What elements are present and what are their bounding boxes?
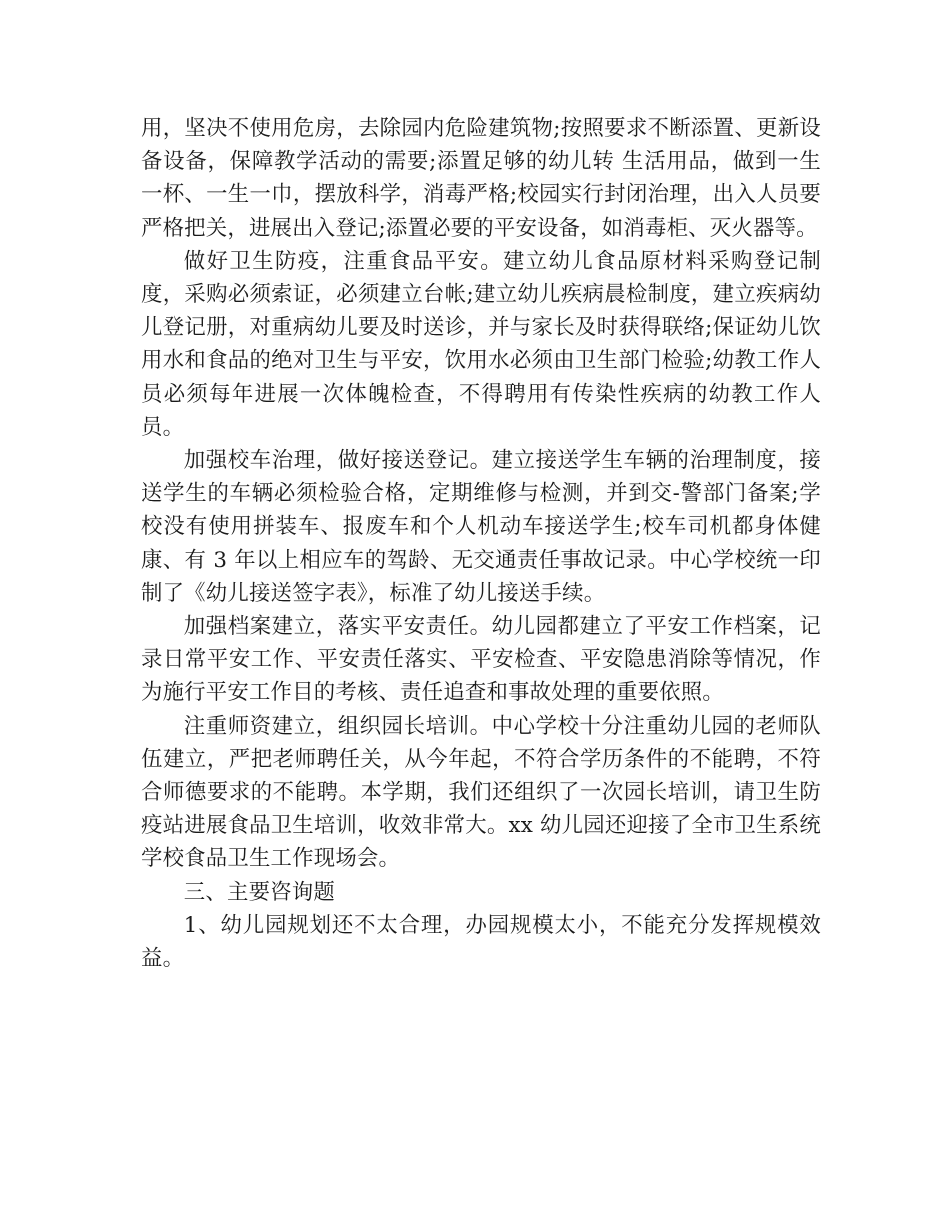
paragraph-school-bus: 加强校车治理，做好接送登记。建立接送学生车辆的治理制度，接送学生的车辆必须检验合格，定期维修与检测，并到交-警部门备案;学校没有使用拼装车、报废车和个人机动车接送学生;校车司机都身体健康、有 3 年以上相应车的驾龄、无交通责任事故记录。中心学校统一印制了《幼儿接送签字表》，标准了幼儿接送手续。: [141, 448, 821, 606]
paragraph-teacher-training: 注重师资建立，组织园长培训。中心学校十分注重幼儿园的老师队伍建立，严把老师聘任关，从今年起，不符合学历条件的不能聘，不符合师德要求的不能聘。本学期，我们还组织了一次园长培训，请卫生防疫站进展食品卫生培训，收效非常大。xx 幼儿园还迎接了全市卫生系统学校食品卫生工作现场会。: [141, 713, 821, 872]
paragraph-archives: 加强档案建立，落实平安责任。幼儿园都建立了平安工作档案，记录日常平安工作、平安责任落实、平安检查、平安隐患消除等情况，作为施行平安工作目的考核、责任追查和事故处理的重要依照。: [141, 614, 821, 706]
document-body: [141, 112, 821, 975]
paragraph-issue-1: 1、幼儿园规划还不太合理，办园规模太小，不能充分发挥规模效益。: [141, 912, 821, 972]
paragraph-facilities: 用，坚决不使用危房，去除园内危险建筑物;按照要求不断添置、更新设备设备，保障教学活动的需要;添置足够的幼儿转 生活用品，做到一生一杯、一生一巾，摆放科学，消毒严格;校园实行封闭治理，出入人员要严格把关，进展出入登记;添置必要的平安设备，如消毒柜、灭火器等。: [141, 116, 821, 241]
section-heading-main-issues: 三、主要咨询题: [183, 879, 335, 905]
paragraph-hygiene-food-safety: 做好卫生防疫，注重食品平安。建立幼儿食品原材料采购登记制度，采购必须索证，必须建立台帐;建立幼儿疾病晨检制度，建立疾病幼儿登记册，对重病幼儿要及时送诊，并与家长及时获得联络;保证幼儿饮用水和食品的绝对卫生与平安，饮用水必须由卫生部门检验;幼教工作人员必须每年进展一次体魄检查，不得聘用有传染性疾病的幼教工作人员。: [141, 248, 821, 440]
